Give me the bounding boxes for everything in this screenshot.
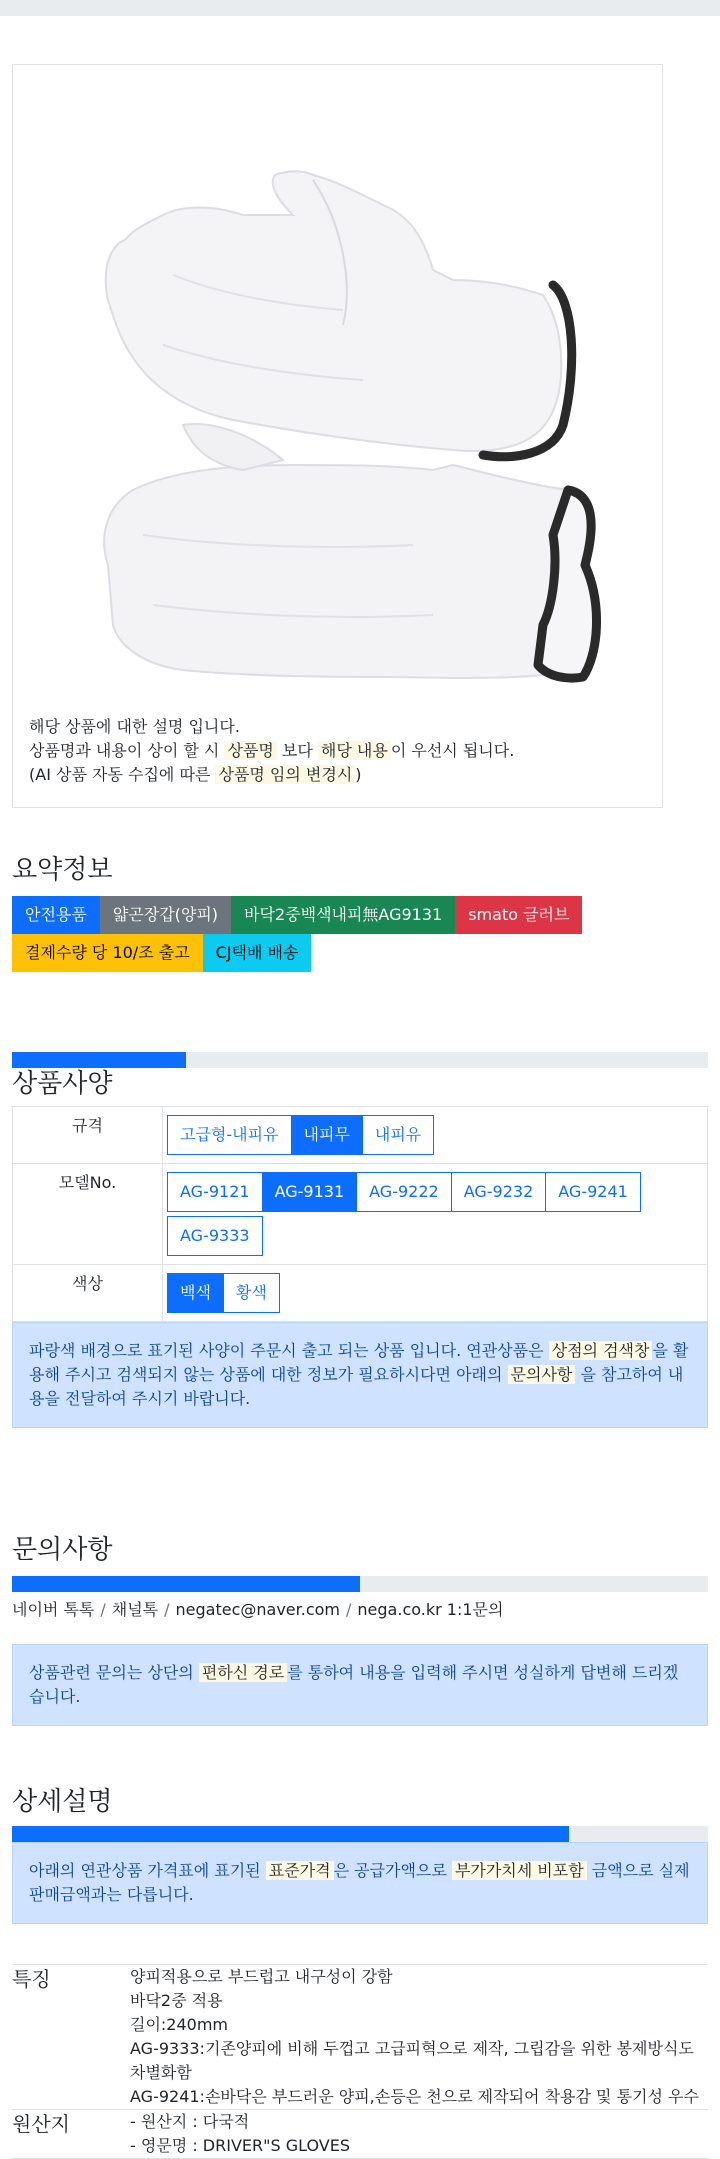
badge-subcategory[interactable]: 얇곤장갑(양피) [100,896,231,934]
feature-line: AG-9333:기존양피에 비해 두껍고 고급피혁으로 제작, 그립감을 위한 봉제방식도 차별화함 [130,2039,694,2082]
spec-row-color [13,1265,708,1322]
breadcrumb-separator: / [164,1600,170,1619]
spec-label-model: 모델No. [13,1164,163,1265]
desc-line-3: (AI 상품 자동 수집에 따른 상품명 임의 변경시 ) [29,765,362,784]
feature-line: - 원산지 : 다국적 [130,2112,250,2131]
highlight-content: 해당 내용 [318,741,391,760]
size-button-group [167,1115,703,1159]
spec-label-size: 규격 [13,1107,163,1164]
contact-site-inquiry[interactable]: nega.co.kr 1:1문의 [357,1600,504,1619]
spec-table [12,1106,708,1322]
spec-row-size [13,1107,708,1164]
model-option-ag9333[interactable]: AG-9333 [167,1216,263,1256]
feature-line: 바닥2중 적용 [130,1991,223,2010]
spec-options-color [163,1265,708,1322]
contact-email[interactable]: negatec@naver.com [175,1600,341,1619]
detail-progress-fill [12,1826,569,1842]
feature-line: 길이:240mm [130,2015,229,2034]
badge-category[interactable]: 안전용품 [12,896,100,934]
spec-progress-fill [12,1052,186,1068]
summary-title: 요약정보 [12,855,113,885]
model-option-ag9121[interactable]: AG-9121 [167,1172,263,1212]
size-option-lined[interactable]: 내피유 [362,1115,434,1155]
page-content [0,64,720,2159]
model-option-ag9241[interactable]: AG-9241 [545,1172,641,1212]
product-description [13,715,662,787]
breadcrumb-separator: / [100,1600,106,1619]
contact-naver-talk[interactable]: 네이버 톡톡 [12,1600,95,1619]
color-option-yellow[interactable]: 황색 [223,1273,280,1313]
spec-options-size [163,1107,708,1164]
product-image [13,65,662,715]
desc-line-2: 상품명과 내용이 상이 할 시 상품명 보다 해당 내용 이 우선시 됩니다. [29,741,515,760]
model-option-ag9131[interactable]: AG-9131 [262,1172,358,1212]
spec-label-color: 색상 [13,1265,163,1322]
highlight-convenient-route: 편하신 경로 [199,1663,287,1682]
model-option-ag9222[interactable]: AG-9222 [356,1172,452,1212]
features-table [12,1964,708,2159]
inquiry-progress-bar [12,1576,708,1592]
badge-brand[interactable]: smato 글러브 [455,896,582,934]
feature-label-origin: 원산지 [12,2112,70,2136]
feature-line: - 영문명 : DRIVER"S GLOVES [130,2136,350,2155]
highlight-name-change: 상품명 임의 변경시 [215,765,355,784]
feature-line: AG-9241:손바닥은 부드러운 양피,손등은 천으로 제작되어 착용감 및 통기성 우수 [130,2087,699,2106]
badge-shipping[interactable]: CJ택배 배송 [203,934,312,972]
highlight-vat-excluded: 부가가치세 비포함 [452,1861,587,1880]
spec-title: 상품사양 [12,1069,113,1099]
detail-notice: 아래의 연관상품 가격표에 표기된 표준가격 은 공급가액으로 부가가치세 비포함 금액으로 실제 판매금액과는 다릅니다. [12,1842,708,1924]
spec-progress-bar [12,1052,708,1068]
highlight-product-name: 상품명 [224,741,276,760]
color-button-group [167,1273,703,1317]
model-option-ag9232[interactable]: AG-9232 [451,1172,547,1212]
color-option-white[interactable]: 백색 [167,1273,224,1313]
inquiry-notice: 상품관련 문의는 상단의 편하신 경로 를 통하여 내용을 입력해 주시면 성실하게 답변해 드리겠습니다. [12,1644,708,1726]
inquiry-title: 문의사항 [12,1535,113,1565]
feature-row-origin [12,2110,708,2159]
badge-quantity[interactable]: 결제수량 당 10/조 출고 [12,934,203,972]
badge-model[interactable]: 바닥2중백색내피無AG9131 [231,896,455,934]
feature-values-origin [130,2110,708,2158]
summary-badges [12,896,612,972]
contact-breadcrumb [12,1598,708,1622]
feature-label-characteristics: 특징 [12,1967,51,1991]
highlight-search-box: 상점의 검색창 [549,1341,653,1360]
model-button-group [167,1172,703,1260]
spec-options-model [163,1164,708,1265]
top-bar [0,0,720,16]
spec-row-model [13,1164,708,1265]
contact-channel-talk[interactable]: 채널톡 [111,1600,159,1619]
highlight-standard-price: 표준가격 [266,1861,334,1880]
desc-line-1: 해당 상품에 대한 설명 입니다. [29,717,240,736]
product-card [12,64,663,808]
breadcrumb-separator: / [346,1600,352,1619]
feature-line: 양피적용으로 부드럽고 내구성이 강함 [130,1967,393,1986]
detail-title: 상세설명 [12,1787,113,1817]
detail-progress-bar [12,1826,708,1842]
highlight-inquiry: 문의사항 [508,1365,576,1384]
size-option-premium-lined[interactable]: 고급형-내피유 [167,1115,292,1155]
spec-notice: 파랑색 배경으로 표기된 사양이 주문시 출고 되는 상품 입니다. 연관상품은 상점의 검색창 을 활용해 주시고 검색되지 않는 상품에 대한 정보가 필요하시다면 아래의 문의사항 을 참고하여 내용을 전달하여 주시기 바랍니다. [12,1322,708,1428]
inquiry-progress-fill [12,1576,360,1592]
size-option-unlined[interactable]: 내피무 [291,1115,363,1155]
feature-values-characteristics [130,1965,708,2109]
feature-row-characteristics [12,1965,708,2110]
